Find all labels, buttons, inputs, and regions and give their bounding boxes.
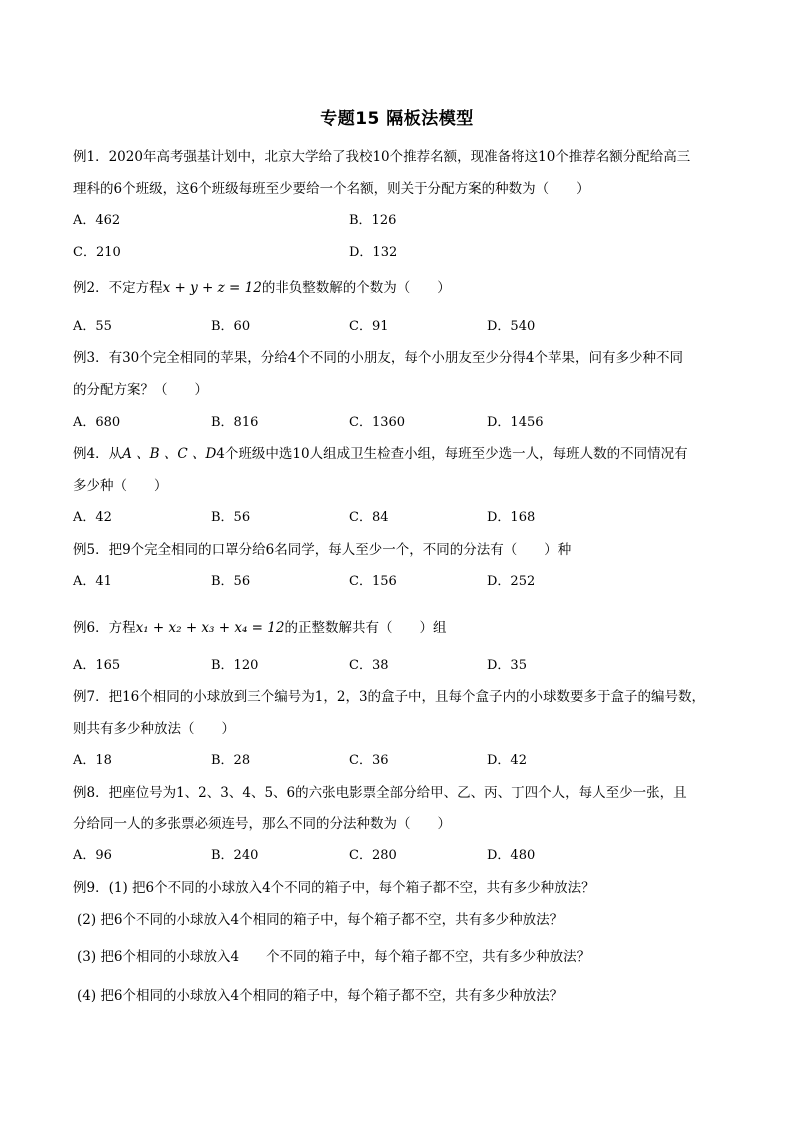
question-5-option-c: C．156 bbox=[349, 574, 397, 589]
page-title: 专题15 隔板法模型 bbox=[320, 109, 474, 129]
question-5-option-b: B．56 bbox=[211, 574, 251, 589]
question-4-option-c: C．84 bbox=[349, 510, 389, 525]
question-5-option-a: A．41 bbox=[73, 574, 112, 589]
question-6-equation: x₁ + x₂ + x₃ + x₄ = 12 bbox=[135, 620, 285, 636]
question-6-option-a: A．165 bbox=[73, 658, 121, 673]
question-3-text: 例3．有30个完全相同的苹果，分给4个不同的小朋友，每个小朋友至少分得4个苹果，问有多少种不同 bbox=[73, 350, 683, 366]
question-4-prefix: 例4．从 bbox=[73, 446, 123, 462]
question-1-option-b: B．126 bbox=[349, 213, 397, 228]
question-8-option-a: A．96 bbox=[73, 848, 112, 863]
question-6-option-c: C．38 bbox=[349, 658, 389, 673]
question-7-option-d: D．42 bbox=[487, 753, 527, 768]
question-7-option-a: A．18 bbox=[73, 753, 112, 768]
question-2-prefix: 例2．不定方程 bbox=[73, 280, 163, 296]
question-2-suffix: 的非负整数解的个数为（ ） bbox=[261, 280, 451, 296]
question-3-option-b: B．816 bbox=[211, 415, 259, 430]
question-1-text-cont: 理科的6个班级，这6个班级每班至少要给一个名额，则关于分配方案的种数为（ ） bbox=[73, 181, 590, 197]
question-3-option-a: A．680 bbox=[73, 415, 121, 430]
question-7-option-b: B．28 bbox=[211, 753, 251, 768]
question-9-part-1: 例9．(1) 把6个不同的小球放入4个不同的箱子中，每个箱子都不空，共有多少种放法？ bbox=[73, 880, 595, 896]
question-1-option-d: D．132 bbox=[349, 245, 398, 260]
question-6-option-d: D．35 bbox=[487, 658, 527, 673]
question-4-text bbox=[73, 442, 688, 462]
question-6-text bbox=[73, 616, 446, 636]
question-3-option-c: C．1360 bbox=[349, 415, 406, 430]
question-1-option-c: C．210 bbox=[73, 245, 121, 260]
question-3-text-cont: 的分配方案？（ ） bbox=[73, 382, 208, 398]
question-9-part-2: (2) 把6个不同的小球放入4个相同的箱子中，每个箱子都不空，共有多少种放法？ bbox=[77, 912, 564, 928]
question-2-option-c: C．91 bbox=[349, 319, 389, 334]
question-6-suffix: 的正整数解共有（ ）组 bbox=[284, 620, 447, 636]
question-4-text-cont: 多少种（ ） bbox=[73, 478, 168, 494]
question-3-option-d: D．1456 bbox=[487, 415, 544, 430]
question-1-option-a: A．462 bbox=[73, 213, 121, 228]
question-9-part-3: (3) 把6个相同的小球放入4 个不同的箱子中，每个箱子都不空，共有多少种放法？ bbox=[77, 949, 591, 965]
question-8-option-c: C．280 bbox=[349, 848, 397, 863]
question-4-option-a: A．42 bbox=[73, 510, 112, 525]
question-2-option-d: D．540 bbox=[487, 319, 536, 334]
question-7-text-cont: 则共有多少种放法（ ） bbox=[73, 721, 235, 737]
question-2-text bbox=[73, 276, 451, 296]
question-6-option-b: B．120 bbox=[211, 658, 259, 673]
question-8-text: 例8．把座位号为1、2、3、4、5、6的六张电影票全部分给甲、乙、丙、丁四个人，每人至少一张，且 bbox=[73, 785, 687, 801]
question-8-option-b: B．240 bbox=[211, 848, 259, 863]
question-1-text: 例1．2020年高考强基计划中，北京大学给了我校10个推荐名额，现准备将这10个推荐名额分配给高三 bbox=[73, 149, 691, 165]
question-4-suffix: 4个班级中选10人组成卫生检查小组，每班至少选一人，每班人数的不同情况有 bbox=[216, 446, 688, 462]
question-8-text-cont: 分给同一人的多张票必须连号，那么不同的分法种数为（ ） bbox=[73, 816, 451, 832]
question-6-prefix: 例6．方程 bbox=[73, 620, 136, 636]
question-7-text: 例7．把16个相同的小球放到三个编号为1，2，3的盒子中，且每个盒子内的小球数要多于盒子的编号数， bbox=[73, 689, 706, 705]
question-7-option-c: C．36 bbox=[349, 753, 389, 768]
question-4-option-b: B．56 bbox=[211, 510, 251, 525]
question-2-option-b: B．60 bbox=[211, 319, 251, 334]
question-5-text: 例5．把9个完全相同的口罩分给6名同学，每人至少一个，不同的分法有（ ）种 bbox=[73, 542, 572, 558]
question-4-class-names: A 、B 、C 、D bbox=[122, 446, 217, 462]
question-2-equation: x + y + z = 12 bbox=[162, 280, 262, 296]
question-9-part-4: (4) 把6个相同的小球放入4个相同的箱子中，每个箱子都不空，共有多少种放法？ bbox=[77, 988, 564, 1004]
question-5-option-d: D．252 bbox=[487, 574, 536, 589]
question-4-option-d: D．168 bbox=[487, 510, 536, 525]
question-2-option-a: A．55 bbox=[73, 319, 112, 334]
question-8-option-d: D．480 bbox=[487, 848, 536, 863]
